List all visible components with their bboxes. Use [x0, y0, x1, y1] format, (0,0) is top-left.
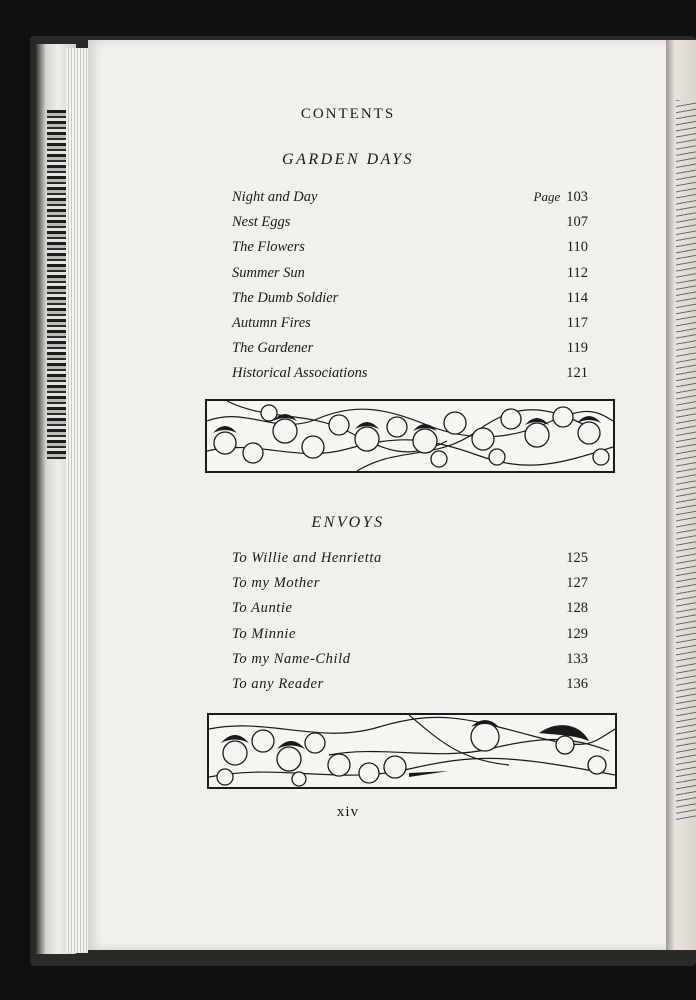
garden-days-heading: GARDEN DAYS — [282, 151, 414, 168]
toc-entry — [232, 210, 588, 235]
toc-entry — [232, 622, 588, 647]
page-number: 103 — [566, 189, 588, 206]
toc-entry-page: 117 — [566, 315, 588, 332]
toc-entry — [232, 361, 588, 386]
toc-entry-page: 112 — [566, 264, 588, 281]
toc-entry-title: Night and Day — [232, 189, 318, 206]
toc-entry — [232, 647, 588, 672]
toc-entry — [232, 185, 588, 210]
ornament-illustration — [207, 401, 613, 471]
toc-entry-page: 119 — [566, 340, 588, 357]
toc-entry — [232, 546, 588, 571]
decorative-band-children-faces — [205, 399, 615, 473]
toc-entry-title: The Dumb Soldier — [232, 289, 339, 306]
toc-entry-page — [534, 189, 588, 206]
toc-entry — [232, 336, 588, 361]
toc-entry-title: Nest Eggs — [232, 214, 291, 231]
toc-entry — [232, 261, 588, 286]
toc-entry-page: 133 — [566, 650, 588, 667]
toc-entry — [232, 235, 588, 260]
facing-page-illustration — [676, 100, 696, 820]
toc-entry-page: 110 — [566, 239, 588, 256]
toc-entry-page: 127 — [566, 575, 588, 592]
page-word: Page — [533, 189, 561, 205]
toc-entry — [232, 596, 588, 621]
toc-entry-title: The Flowers — [232, 239, 305, 256]
toc-entry — [232, 311, 588, 336]
toc-entry-title: Autumn Fires — [232, 315, 311, 332]
toc-entry-page: 136 — [566, 676, 588, 693]
garden-days-list — [232, 185, 588, 387]
toc-entry — [232, 286, 588, 311]
toc-entry-page: 129 — [566, 625, 588, 642]
toc-entry — [232, 672, 588, 697]
toc-entry-page: 128 — [566, 600, 588, 617]
toc-entry-page: 107 — [566, 214, 588, 231]
toc-entry-title: To my Name-Child — [232, 650, 351, 667]
toc-entry-title: To my Mother — [232, 575, 321, 592]
toc-entry-title: To Minnie — [232, 625, 297, 642]
ornament-illustration — [209, 715, 615, 787]
toc-entry-page: 114 — [566, 289, 588, 306]
toc-entry-title: The Gardener — [232, 340, 314, 357]
envoys-list — [232, 546, 588, 697]
toc-entry-page: 121 — [566, 365, 588, 382]
contents-heading: CONTENTS — [300, 106, 396, 122]
page-number-folio: xiv — [336, 804, 360, 820]
toc-entry-page: 125 — [566, 550, 588, 567]
toc-entry-title: To Auntie — [232, 600, 293, 617]
toc-entry — [232, 571, 588, 596]
envoys-heading: ENVOYS — [311, 514, 385, 531]
toc-entry-title: To Willie and Henrietta — [232, 550, 382, 567]
toc-entry-title: Historical Associations — [232, 365, 368, 382]
toc-entry-title: Summer Sun — [232, 264, 305, 281]
toc-entry-title: To any Reader — [232, 676, 324, 693]
decorative-band-children-and-figure — [207, 713, 617, 789]
